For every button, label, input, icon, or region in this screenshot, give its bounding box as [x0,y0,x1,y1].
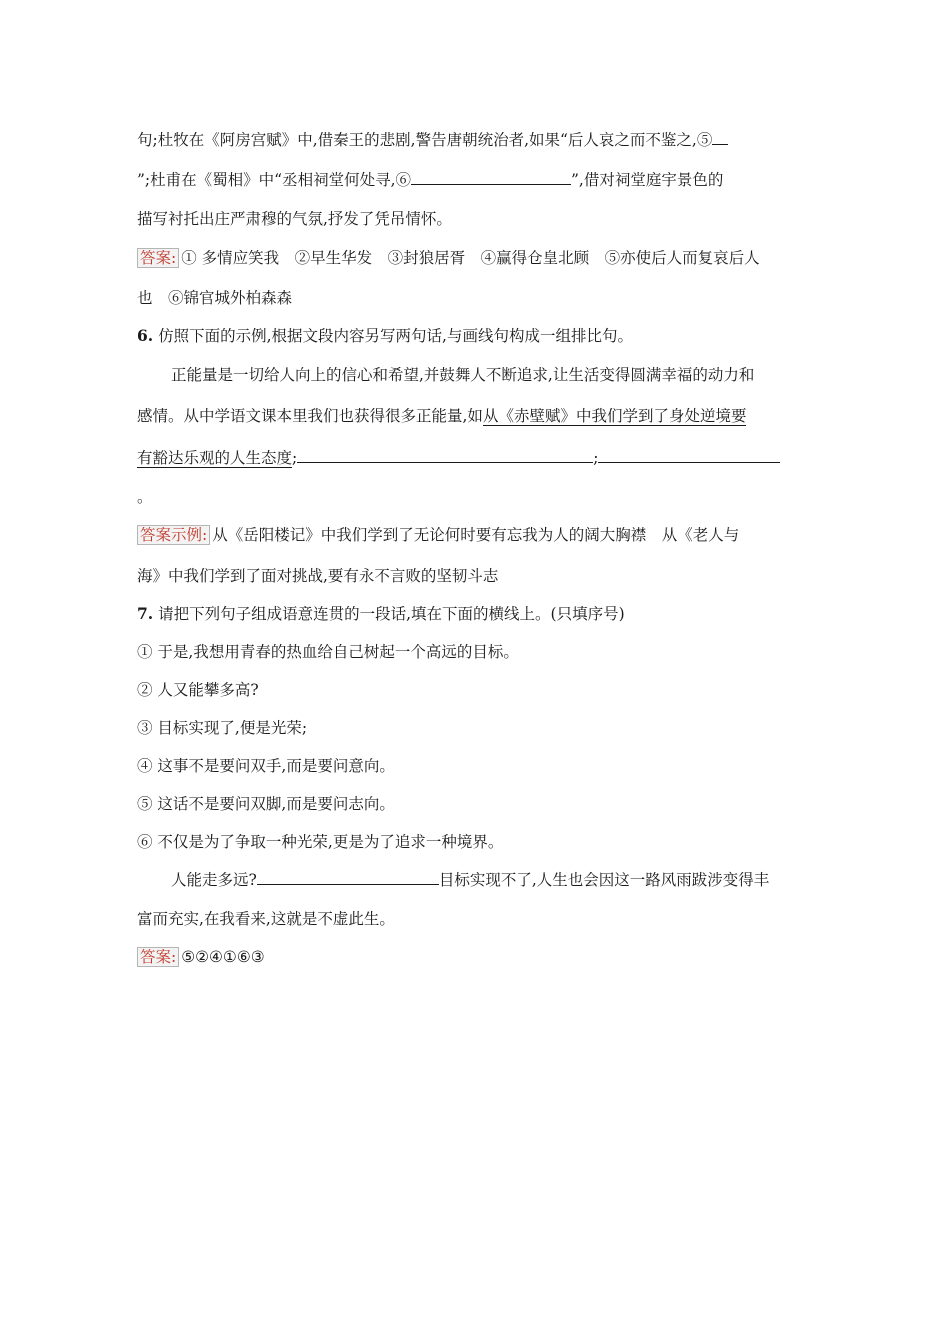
q6-sep-1: ; [292,449,298,467]
q5-line-1 [137,128,812,151]
q7-item-6: ⑥ 不仅是为了争取一种光荣,更是为了追求一种境界。 [137,833,504,851]
q6-answer [137,524,812,546]
q6-para-line-2 [137,405,812,427]
answer-label: 答案: [137,248,179,268]
q6-answer-cont: 海》中我们学到了面对挑战,要有永不言败的坚韧斗志 [137,567,499,585]
q5-line-2a-text: ”;杜甫在《蜀相》中“丞相祠堂何处寻,⑥ [137,171,411,189]
q6-underlined-sentence-a: 从《赤壁赋》中我们学到了身处逆境要 [482,407,747,425]
q7-prompt [137,603,812,625]
q6-end-mark: 。 [137,488,153,506]
q7-para-1b: 目标实现不了,人生也会因这一路风雨跋涉变得丰 [438,871,770,889]
q7-item-3: ③ 目标实现了,便是光荣; [137,719,308,737]
blank-5[interactable] [712,128,728,145]
blank-6[interactable] [411,168,571,185]
q7-para-line-2: 富而充实,在我看来,这就是不虚此生。 [137,910,395,928]
q6-blank-2[interactable] [598,446,780,463]
q7-item-5: ⑤ 这话不是要问双脚,而是要问志向。 [137,795,395,813]
q7-para-line-1 [171,868,812,891]
q6-para-plain: 感情。从中学语文课本里我们也获得很多正能量,如 [137,407,483,425]
q5-line-3: 描写衬托出庄严肃穆的气氛,抒发了凭吊情怀。 [137,210,452,228]
q7-answer-blank[interactable] [257,868,439,885]
q7-item-1: ① 于是,我想用青春的热血给自己树起一个高远的目标。 [137,643,519,661]
q7-prompt-text: 请把下列句子组成语意连贯的一段话,填在下面的横线上。(只填序号) [158,605,625,623]
q5-answer [137,247,812,269]
q6-prompt [137,325,812,347]
q6-para-line-1: 正能量是一切给人向上的信心和希望,并鼓舞人不断追求,让生活变得圆满幸福的动力和 [171,366,755,384]
q5-answer-cont: 也 ⑥锦官城外柏森森 [137,289,293,307]
q5-line-2 [137,168,812,191]
q7-item-4: ④ 这事不是要问双手,而是要问意向。 [137,757,395,775]
q6-answer-text-1: 从《岳阳楼记》中我们学到了无论何时要有忘我为人的阔大胸襟 从《老人与 [212,526,740,544]
q7-number: 7. [137,604,154,623]
q6-prompt-text: 仿照下面的示例,根据文段内容另写两句话,与画线句构成一组排比句。 [158,327,633,345]
answer-label: 答案: [137,947,179,967]
q7-answer [137,946,812,968]
q7-answer-text: ⑤②④①⑥③ [181,948,265,966]
q5-answer-text-1: ① 多情应笑我 ②早生华发 ③封狼居胥 ④赢得仓皇北顾 ⑤亦使后人而复哀后人 [181,249,760,267]
q6-para-line-3 [137,446,812,469]
q6-sep-2: ; [593,449,599,467]
q7-item-2: ② 人又能攀多高? [137,681,259,699]
q6-number: 6. [137,326,154,345]
q5-line-2b-text: ”,借对祠堂庭宇景色的 [571,171,724,189]
q6-blank-1[interactable] [297,446,593,463]
q6-underlined-sentence-b: 有豁达乐观的人生态度 [137,449,293,467]
q5-line-1-text: 句;杜牧在《阿房宫赋》中,借秦王的悲剧,警告唐朝统治者,如果“后人哀之而不鉴之,⑤ [137,131,713,149]
q7-para-1a: 人能走多远? [171,871,257,889]
answer-example-label: 答案示例: [137,525,210,545]
